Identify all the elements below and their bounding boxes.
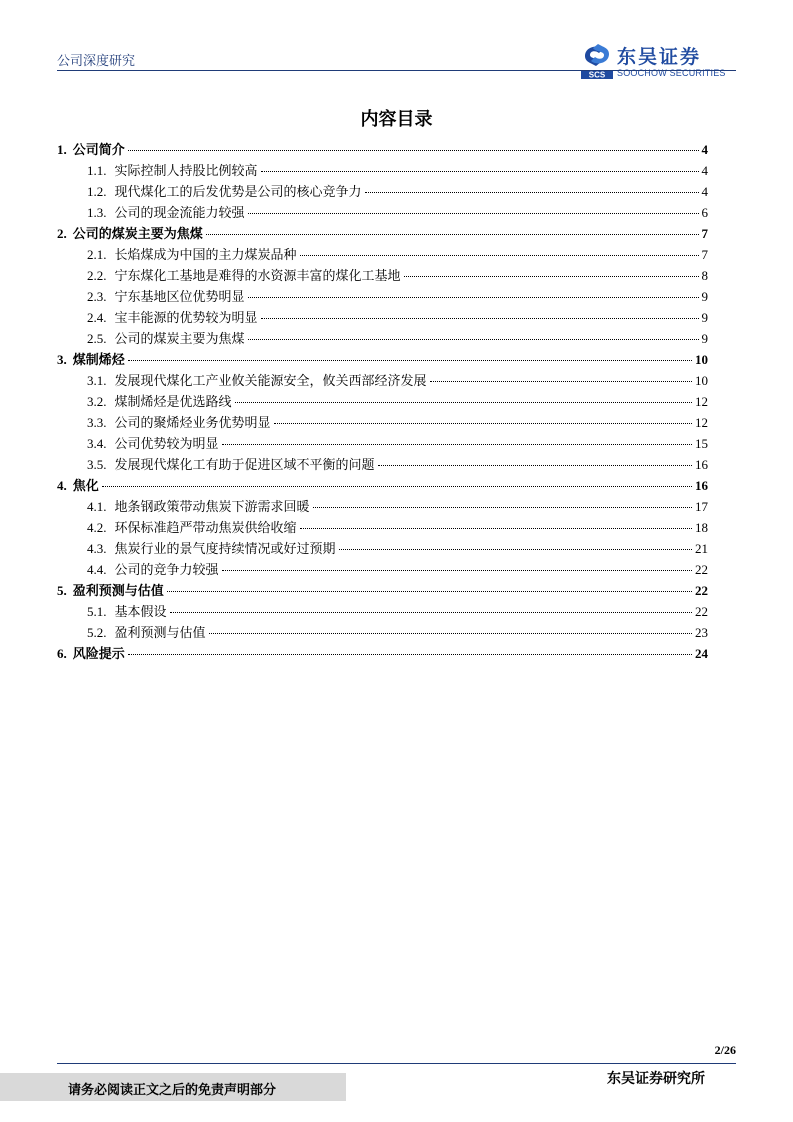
toc-entry-page: 23 (695, 625, 708, 640)
toc-dot-leader (170, 612, 692, 613)
toc-entry-title: 宝丰能源的优势较为明显 (114, 311, 258, 326)
toc-entry-title: 盈利预测与估值 (114, 626, 206, 641)
toc-dot-leader (261, 171, 699, 172)
toc-entry-title: 实际控制人持股比例较高 (114, 164, 258, 179)
toc-dot-leader (339, 549, 692, 550)
company-logo (579, 42, 739, 82)
toc-entry-page: 7 (701, 247, 708, 262)
toc-section-entry[interactable] (57, 349, 708, 370)
toc-subsection-entry[interactable] (57, 307, 708, 328)
toc-dot-leader (209, 633, 692, 634)
toc-entry-title: 现代煤化工的后发优势是公司的核心竞争力 (114, 185, 362, 200)
toc-subsection-entry[interactable] (57, 601, 708, 622)
toc-entry-title: 环保标准趋严带动焦炭供给收缩 (114, 521, 297, 536)
toc-dot-leader (167, 591, 692, 592)
toc-entry-number: 1.2. (87, 184, 107, 199)
toc-subsection-entry[interactable] (57, 391, 708, 412)
toc-entry-number: 5.2. (87, 625, 107, 640)
toc-entry-page: 10 (695, 373, 708, 388)
institute-name: 东吴证券研究所 (607, 1071, 705, 1087)
toc-entry-number: 4.2. (87, 520, 107, 535)
toc-dot-leader (128, 150, 699, 151)
toc-subsection-entry[interactable] (57, 328, 708, 349)
toc-entry-number: 3.3. (87, 415, 107, 430)
toc-dot-leader (404, 276, 699, 277)
logo-mark-text: SCS (588, 70, 606, 80)
toc-entry-page: 7 (701, 226, 708, 241)
toc-entry-number: 3.5. (87, 457, 107, 472)
toc-entry-number: 6. (57, 646, 67, 661)
toc-dot-leader (378, 465, 692, 466)
toc-subsection-entry[interactable] (57, 517, 708, 538)
logo-chinese-name: 东吴证券 (617, 46, 702, 68)
toc-entry-page: 22 (695, 562, 708, 577)
toc-entry-page: 8 (701, 268, 708, 283)
toc-entry-page: 24 (695, 646, 708, 661)
toc-entry-page: 16 (695, 457, 708, 472)
toc-entry-number: 2.4. (87, 310, 107, 325)
toc-entry-title: 地条钢政策带动焦炭下游需求回暖 (114, 500, 310, 515)
toc-section-entry[interactable] (57, 475, 708, 496)
toc-subsection-entry[interactable] (57, 202, 708, 223)
toc-subsection-entry[interactable] (57, 181, 708, 202)
toc-entry-title: 公司的煤炭主要为焦煤 (72, 227, 203, 242)
toc-dot-leader (102, 486, 692, 487)
toc-entry-title: 公司简介 (72, 143, 125, 158)
toc-entry-page: 21 (695, 541, 708, 556)
toc-entry-title: 焦化 (72, 479, 99, 494)
toc-entry-title: 宁东煤化工基地是难得的水资源丰富的煤化工基地 (114, 269, 401, 284)
toc-entry-number: 4. (57, 478, 67, 493)
header-divider (57, 70, 736, 71)
toc-entry-title: 长焰煤成为中国的主力煤炭品种 (114, 248, 297, 263)
toc-section-entry[interactable] (57, 580, 708, 601)
toc-entry-title: 公司的煤炭主要为焦煤 (114, 332, 245, 347)
toc-section-entry[interactable] (57, 643, 708, 664)
toc-entry-number: 4.1. (87, 499, 107, 514)
toc-dot-leader (300, 255, 699, 256)
footer-divider (57, 1063, 736, 1064)
toc-entry-title: 基本假设 (114, 605, 167, 620)
toc-entry-number: 2.1. (87, 247, 107, 262)
toc-entry-title: 公司优势较为明显 (114, 437, 219, 452)
toc-dot-leader (248, 297, 699, 298)
toc-entry-page: 6 (701, 205, 708, 220)
toc-entry-number: 2.5. (87, 331, 107, 346)
toc-entry-title: 公司的聚烯烃业务优势明显 (114, 416, 271, 431)
toc-entry-title: 公司的竞争力较强 (114, 563, 219, 578)
toc-entry-title: 发展现代煤化工产业攸关能源安全，攸关西部经济发展 (114, 374, 427, 389)
toc-entry-title: 发展现代煤化工有助于促进区域不平衡的问题 (114, 458, 375, 473)
toc-entry-page: 10 (695, 352, 708, 367)
toc-entry-page: 12 (695, 394, 708, 409)
toc-entry-title: 宁东基地区位优势明显 (114, 290, 245, 305)
toc-entry-page: 16 (695, 478, 708, 493)
toc-dot-leader (365, 192, 699, 193)
toc-entry-title: 公司的现金流能力较强 (114, 206, 245, 221)
toc-entry-page: 9 (701, 289, 708, 304)
toc-subsection-entry[interactable] (57, 559, 708, 580)
toc-subsection-entry[interactable] (57, 412, 708, 433)
toc-subsection-entry[interactable] (57, 622, 708, 643)
toc-entry-page: 4 (701, 142, 708, 157)
toc-entry-number: 5.1. (87, 604, 107, 619)
toc-entry-number: 3.4. (87, 436, 107, 451)
toc-entry-number: 2. (57, 226, 67, 241)
toc-entry-title: 风险提示 (72, 647, 125, 662)
toc-subsection-entry[interactable] (57, 265, 708, 286)
toc-entry-number: 1.1. (87, 163, 107, 178)
toc-entry-page: 17 (695, 499, 708, 514)
toc-entry-title: 煤制烯烃 (72, 353, 125, 368)
toc-entry-number: 4.4. (87, 562, 107, 577)
table-of-contents (57, 139, 708, 664)
toc-dot-leader (261, 318, 699, 319)
toc-section-entry[interactable] (57, 139, 708, 160)
toc-entry-number: 1.3. (87, 205, 107, 220)
toc-dot-leader (274, 423, 692, 424)
toc-entry-page: 15 (695, 436, 708, 451)
toc-entry-number: 2.3. (87, 289, 107, 304)
toc-entry-page: 22 (695, 604, 708, 619)
toc-dot-leader (248, 339, 699, 340)
toc-entry-title: 焦炭行业的景气度持续情况或好过预期 (114, 542, 336, 557)
page-number: 2/26 (714, 1043, 736, 1057)
toc-dot-leader (313, 507, 692, 508)
toc-entry-page: 4 (701, 184, 708, 199)
report-type-label: 公司深度研究 (57, 54, 136, 69)
toc-subsection-entry[interactable] (57, 370, 708, 391)
toc-dot-leader (206, 234, 699, 235)
toc-title: 内容目录 (360, 109, 433, 130)
toc-entry-page: 18 (695, 520, 708, 535)
toc-dot-leader (430, 381, 692, 382)
toc-subsection-entry[interactable] (57, 160, 708, 181)
logo-english-name: SOOCHOW SECURITIES (617, 68, 726, 78)
toc-entry-number: 3.2. (87, 394, 107, 409)
toc-entry-title: 煤制烯烃是优选路线 (114, 395, 232, 410)
toc-dot-leader (128, 360, 692, 361)
toc-subsection-entry[interactable] (57, 538, 708, 559)
toc-entry-page: 22 (695, 583, 708, 598)
disclaimer-text: 请务必阅读正文之后的免责声明部分 (68, 1083, 277, 1098)
toc-entry-number: 3. (57, 352, 67, 367)
toc-section-entry[interactable] (57, 223, 708, 244)
toc-dot-leader (222, 444, 692, 445)
toc-dot-leader (248, 213, 699, 214)
toc-subsection-entry[interactable] (57, 496, 708, 517)
scs-logo-icon (579, 42, 615, 80)
toc-entry-page: 9 (701, 310, 708, 325)
toc-entry-number: 4.3. (87, 541, 107, 556)
toc-entry-page: 12 (695, 415, 708, 430)
toc-dot-leader (222, 570, 692, 571)
toc-entry-title: 盈利预测与估值 (72, 584, 164, 599)
toc-entry-page: 9 (701, 331, 708, 346)
toc-entry-number: 2.2. (87, 268, 107, 283)
toc-dot-leader (235, 402, 692, 403)
toc-dot-leader (300, 528, 692, 529)
toc-entry-number: 1. (57, 142, 67, 157)
toc-subsection-entry[interactable] (57, 244, 708, 265)
toc-entry-page: 4 (701, 163, 708, 178)
toc-subsection-entry[interactable] (57, 433, 708, 454)
toc-entry-number: 3.1. (87, 373, 107, 388)
toc-entry-number: 5. (57, 583, 67, 598)
toc-subsection-entry[interactable] (57, 454, 708, 475)
toc-subsection-entry[interactable] (57, 286, 708, 307)
toc-dot-leader (128, 654, 692, 655)
